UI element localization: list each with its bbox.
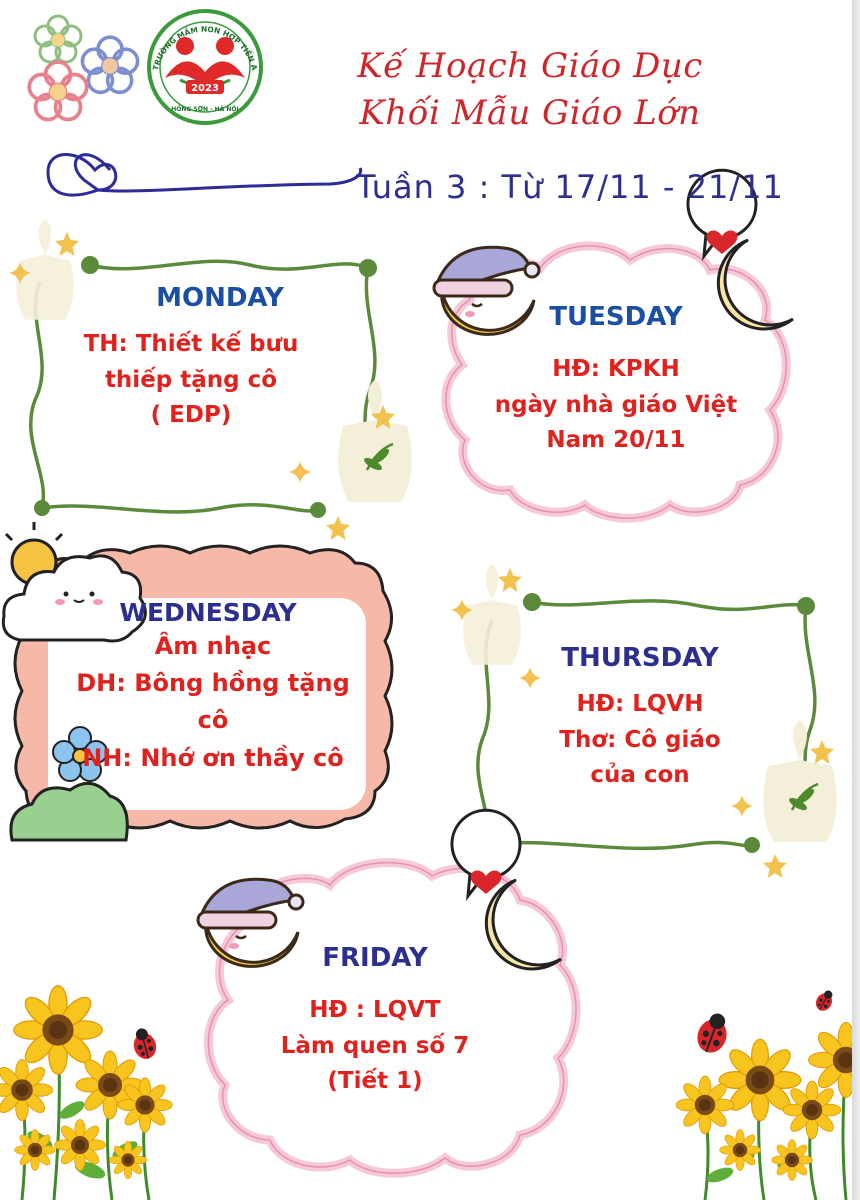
activity-line: HĐ: LQVH: [576, 691, 704, 717]
day-thursday-heading: THURSDAY: [561, 643, 719, 673]
day-wednesday-heading: WEDNESDAY: [119, 598, 297, 627]
activity-line: (Tiết 1): [327, 1068, 423, 1095]
week-range: Tuần 3 : Từ 17/11 - 21/11: [356, 168, 784, 206]
flower-icon: [29, 62, 87, 120]
star-icon: [55, 232, 79, 256]
activity-line: DH: Bông hồng tặng: [76, 669, 350, 698]
star-icon: [498, 568, 522, 592]
flower-icon: [35, 16, 81, 62]
leaf-bag-icon: [763, 720, 837, 842]
activity-line: Thơ: Cô giáo: [559, 726, 721, 753]
flower-icon: [82, 37, 137, 92]
activity-line: ngày nhà giáo Việt: [494, 391, 738, 418]
star-icon: [810, 740, 834, 764]
heart-doodle-icon: [48, 155, 361, 196]
star-icon: [326, 516, 350, 540]
activity-line: ( EDP): [150, 402, 232, 429]
day-monday-activities: [60, 327, 322, 434]
logo-bottom-text: HỒNG SƠN - HÀ NỘI: [171, 106, 239, 113]
day-friday-heading: FRIDAY: [322, 943, 428, 973]
activity-line: HĐ : LQVT: [309, 997, 441, 1023]
star-icon: [289, 461, 311, 483]
activity-line: HĐ: KPKH: [552, 356, 680, 382]
star-icon: [763, 854, 787, 878]
leaf-bag-icon: [16, 219, 73, 320]
leaf-bag-icon: [338, 380, 412, 502]
day-tuesday-heading: TUESDAY: [549, 302, 683, 332]
activity-line: Âm nhạc: [154, 632, 272, 660]
day-wednesday-activities: [40, 628, 386, 777]
day-monday-heading: MONDAY: [156, 283, 284, 313]
activity-line: cô: [197, 706, 229, 735]
title-line-1: Kế Hoạch Giáo Dục: [357, 46, 703, 86]
ladybug-icon: [813, 987, 837, 1013]
ladybug-icon: [693, 1009, 734, 1057]
activity-line: của con: [590, 762, 690, 789]
activity-line: TH: Thiết kế bưu: [83, 331, 299, 357]
day-tuesday-activities: [466, 352, 766, 459]
logo-year: 2023: [191, 83, 219, 94]
title-line-2: Khối Mẫu Giáo Lớn: [359, 93, 701, 133]
activity-line: thiếp tặng cô: [104, 366, 278, 393]
ladybug-icon: [130, 1026, 159, 1062]
day-thursday-activities: [530, 687, 750, 794]
page-edge-shadow: [852, 0, 860, 1200]
activity-line: NH: Nhớ ơn thầy cô: [82, 743, 344, 772]
activity-line: Nam 20/11: [546, 427, 686, 454]
activity-line: Làm quen số 7: [280, 1032, 470, 1059]
star-icon: [731, 795, 753, 817]
day-friday-activities: [250, 993, 500, 1100]
school-logo: [149, 11, 261, 123]
sunflower-icon: [0, 986, 172, 1200]
logo-arc-text: TRƯỜNG MẦM NON HỢP TIẾN A: [150, 24, 260, 72]
